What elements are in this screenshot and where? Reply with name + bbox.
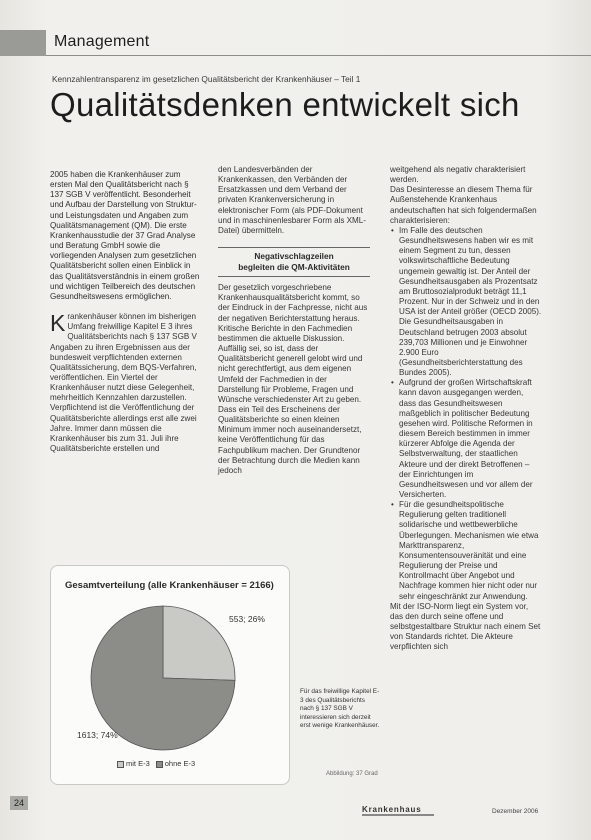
list-item: • Aufgrund der großen Wirtschaftskraft kann davon ausgegangen werden, dass das Gesundheitswesen maßgeblich in politischer Bedeutung gesehen wird. Politische Reformen in diesem Bereich bestimmen in immer kürzerer Abfolge die Agenda der Selbstverwaltung, der staatlichen Akteure und der direkt Betroffenen – der Einrichtungen im Gesundheitswesen und vor allem der Versicherten. <box>390 378 542 500</box>
drop-cap: K <box>50 310 66 337</box>
legend-swatch <box>156 761 163 768</box>
lead-paragraph: 2005 haben die Krankenhäuser zum ersten Mal den Qualitätsbericht nach § 137 SGB V veröffentlicht. Besonderheit und Aufbau der Darstellung von Struktur- und Leistungsdaten und Angaben zum Qualitätsmanagement (QM). Die erste Krankenhausstudie der 37 Grad Analyse und Beratung GmbH sowie die vorliegenden Analysen zum gesetzlichen Qualitätsbericht sollen einen Einblick in das Qualitätsverständnis in einem großen und wichtigen Teilbereich des deutschen Gesundheitswesens ermöglichen. <box>50 170 200 301</box>
chart-legend <box>117 759 195 768</box>
subheading-line-2: begleiten die QM-Aktivitäten <box>238 262 350 273</box>
list-item: • Im Falle des deutschen Gesundheitswesens haben wir es mit einem Segment zu tun, dessen volkswirtschaftliche Bedeutung ungemein gewaltig ist. Der Anteil der Gesundheitsausgaben als Prozentsatz am Bruttosozialprodukt beträgt 11,1 Prozent. Nur in der Schweiz und in den USA ist der Anteil größer (OECD 2005). Die Gesundheitsausgaben in Deutschland betrugen 2003 absolut 239,703 Millionen und je Einwohner 2.900 Euro (Gesundheitsberichterstattung des Bundes 2005). <box>390 226 542 378</box>
figure-caption: Für das freiwillige Kapitel E-3 des Qualitätsberichts nach § 137 SGB V interessieren sich derzeit erst wenige Krankenhäuser. <box>300 688 380 730</box>
legend-swatch <box>117 761 124 768</box>
column-3 <box>390 165 542 653</box>
bullet-list <box>390 226 542 602</box>
body-text: rankenhäuser können im bisherigen Umfang freiwillige Kapitel E 3 ihres Qualitätsberichts nach § 137 SGB V Angaben zu ihren Ergebnissen aus der bundesweit verpflichtenden externen Qualitätssicherung, dem BQS-Verfahren, veröffentlichen. Ein Viertel der Krankenhäuser nutzt diese Gelegenheit, mehrheitlich Kennzahlen darzustellen. Verpflichtend ist die Veröffentlichung der Qualitätsberichte allerdings erst alle zwei Jahre. Immer dann müssen die Krankenhäuser bis zum 31. Juli ihre Qualitätsberichte erstellen und <box>50 312 197 454</box>
legend-item <box>156 759 195 768</box>
paragraph: den Landesverbänden der Krankenkassen, den Verbänden der Ersatzkassen und dem Verband der privaten Krankenversicherung in elektronischer Form (als PDF-Dokument und in maschinenlesbarer Form als XML-Datei) übermitteln. <box>218 165 366 235</box>
paragraph: weitgehend als negativ charakterisiert werden. <box>390 165 526 185</box>
column-1 <box>50 170 200 454</box>
body-paragraph <box>50 312 200 454</box>
publication-rule <box>362 814 434 816</box>
subheading <box>218 247 370 277</box>
paragraph: Der gesetzlich vorgeschriebene Krankenhausqualitätsbericht kommt, so der Eindruck in der Fachpresse, nicht aus der negativen Berichterstattung heraus. Kritische Berichte in den Fachmedien bestimmen die aktuelle Diskussion. Auffällig sei, so ist, dass der Qualitätsbericht generell gelobt wird und nicht gerechtfertigt, aus dem eigenen Umfeld der Fachmedien in der Darstellung für Probleme, Fragen und Wünsche verschiedenster Art zu geben. Dass ein Teil des Erscheinens der Qualitätsberichte so einen kleinen Minimum immer noch auseinandersetzt, keine Veröffentlichung für das Fachpublikum machen. Der Grundtenor der Betrachtung durch die Medien kann jedoch <box>218 283 368 475</box>
header-rule <box>46 55 591 56</box>
pie-chart <box>50 565 290 785</box>
section-marker <box>0 30 46 56</box>
page-number: 24 <box>10 796 28 810</box>
chart-title: Gesamtverteilung (alle Krankenhäuser = 2166) <box>65 580 274 591</box>
issue-date: Dezember 2006 <box>492 808 539 815</box>
pie-svg <box>51 566 291 786</box>
section-title: Management <box>54 33 150 50</box>
kicker: Kennzahlentransparenz im gesetzlichen Qualitätsbericht der Krankenhäuser – Teil 1 <box>52 74 361 84</box>
subheading-line-1: Negativschlagzeilen <box>254 251 334 262</box>
legend-label: ohne E-3 <box>164 759 196 768</box>
list-item: • Für die gesundheitspolitische Regulierung gelten traditionell solidarische und wettbewerbliche Überlegungen. Mechanismen wie etwa Markttransparenz, Konsumentensouveränität und eine Regulierung der Preise und Kontrollmacht über Angebot und Nachfrage kommen hier nicht oder nur sehr eingeschränkt zur Anwendung. <box>390 500 542 602</box>
section-header <box>0 30 591 56</box>
legend-item <box>117 759 150 768</box>
headline: Qualitätsdenken entwickelt sich <box>50 86 520 123</box>
figure-credit: Abbildung: 37 Grad <box>326 771 378 777</box>
pie-slice-mit-e-3 <box>163 606 235 680</box>
slice-label-mit-e3: 553; 26% <box>229 614 265 624</box>
legend-label: mit E-3 <box>126 759 150 768</box>
column-2 <box>218 165 370 476</box>
publication-name: Krankenhaus <box>362 805 422 814</box>
slice-label-ohne-e3: 1613; 74% <box>77 730 118 740</box>
paragraph: Mit der ISO-Norm liegt ein System vor, das den durch seine offene und selbstgestaltbare Struktur nach einem Set von Standards richtet. Die Akteure verpflichten sich <box>390 601 541 652</box>
paragraph: Das Desinteresse an diesem Thema für Außenstehende Krankenhaus andeutschaften hat sich folgendermaßen charakterisieren: <box>390 185 537 225</box>
